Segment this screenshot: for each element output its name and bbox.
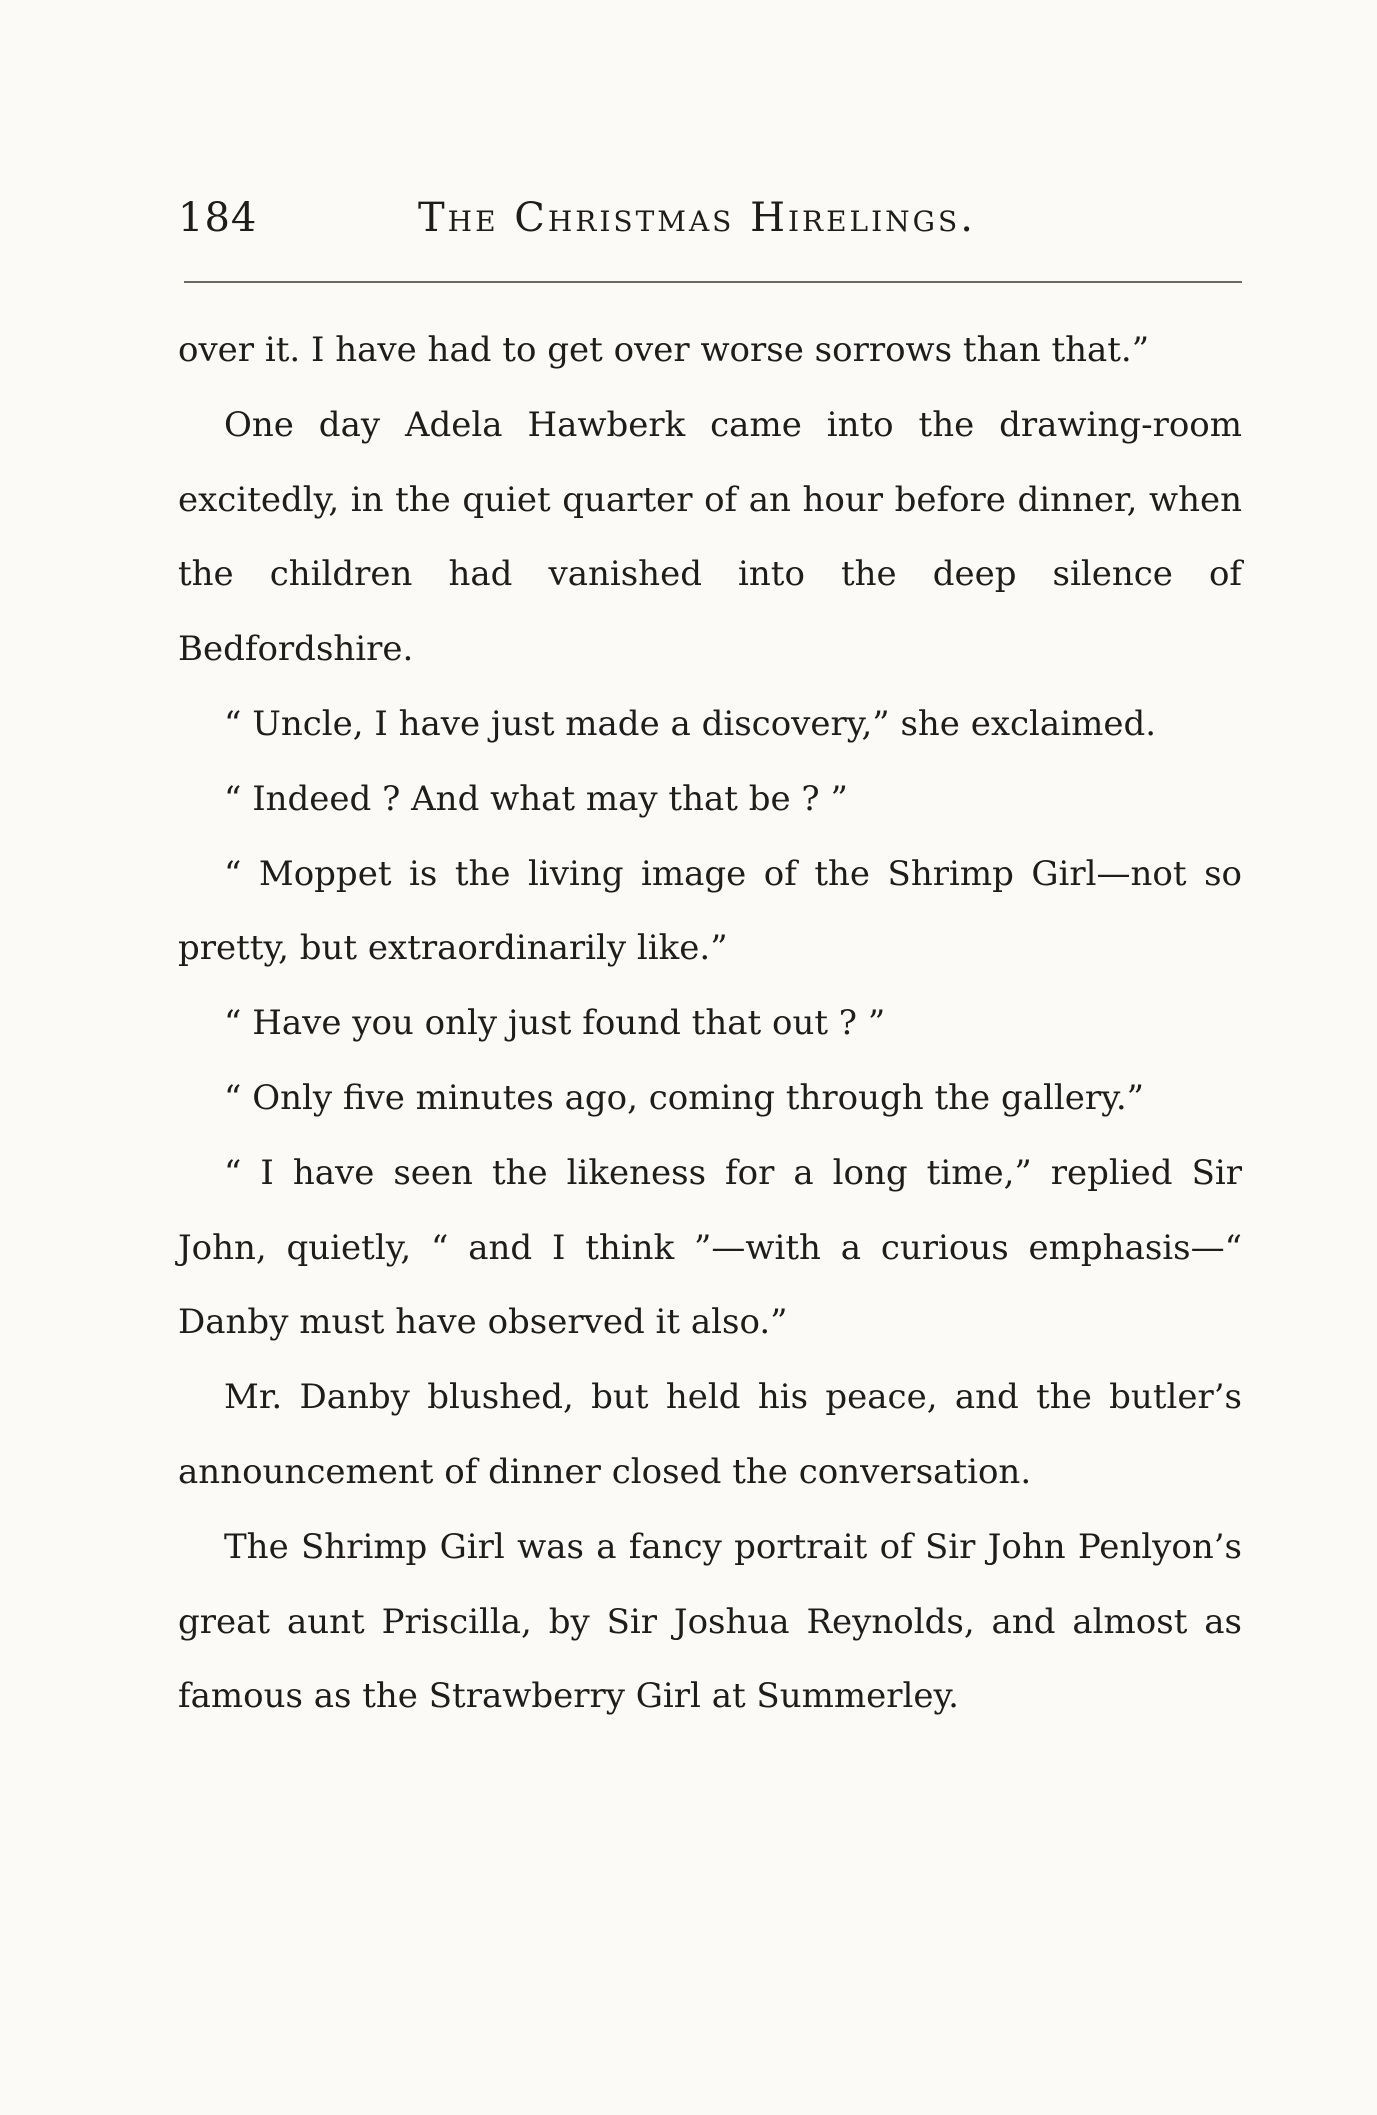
body-text xyxy=(178,313,1242,1734)
paragraph: “ Have you only just found that out ? ” xyxy=(224,1003,886,1044)
header-rule xyxy=(184,281,1242,283)
paragraph: “ Only five minutes ago, coming through the gallery.” xyxy=(224,1077,1145,1118)
page-number: 184 xyxy=(178,195,258,241)
paragraph: over it. I have had to get over worse sorrows than that.” xyxy=(178,330,1150,370)
paragraph: One day Adela Hawberk came into the drawing-room excitedly, in the quiet quarter of an hour before dinner, when the children had vanished into the deep silence of Bedfordshire. xyxy=(178,404,1242,670)
paragraph: Mr. Danby blushed, but held his peace, and the butler’s announcement of dinner closed the conversation. xyxy=(178,1377,1242,1492)
paragraph: “ I have seen the likeness for a long time,” replied Sir John, quietly, “ and I think ”—with a curious emphasis—“ Danby must have observed it also.” xyxy=(178,1152,1242,1343)
paragraph: “ Uncle, I have just made a discovery,” she exclaimed. xyxy=(224,703,1157,744)
running-title: The Christmas Hirelings. xyxy=(418,195,976,241)
running-head xyxy=(178,188,1242,248)
paragraph: “ Moppet is the living image of the Shrimp Girl—not so pretty, but extraordinarily like.” xyxy=(178,853,1242,969)
paragraph: “ Indeed ? And what may that be ? ” xyxy=(224,778,848,819)
paragraph: The Shrimp Girl was a fancy portrait of Sir John Penlyon’s great aunt Priscilla, by Sir Joshua Reynolds, and almost as famous as the Strawberry Girl at Summerley. xyxy=(178,1526,1242,1717)
